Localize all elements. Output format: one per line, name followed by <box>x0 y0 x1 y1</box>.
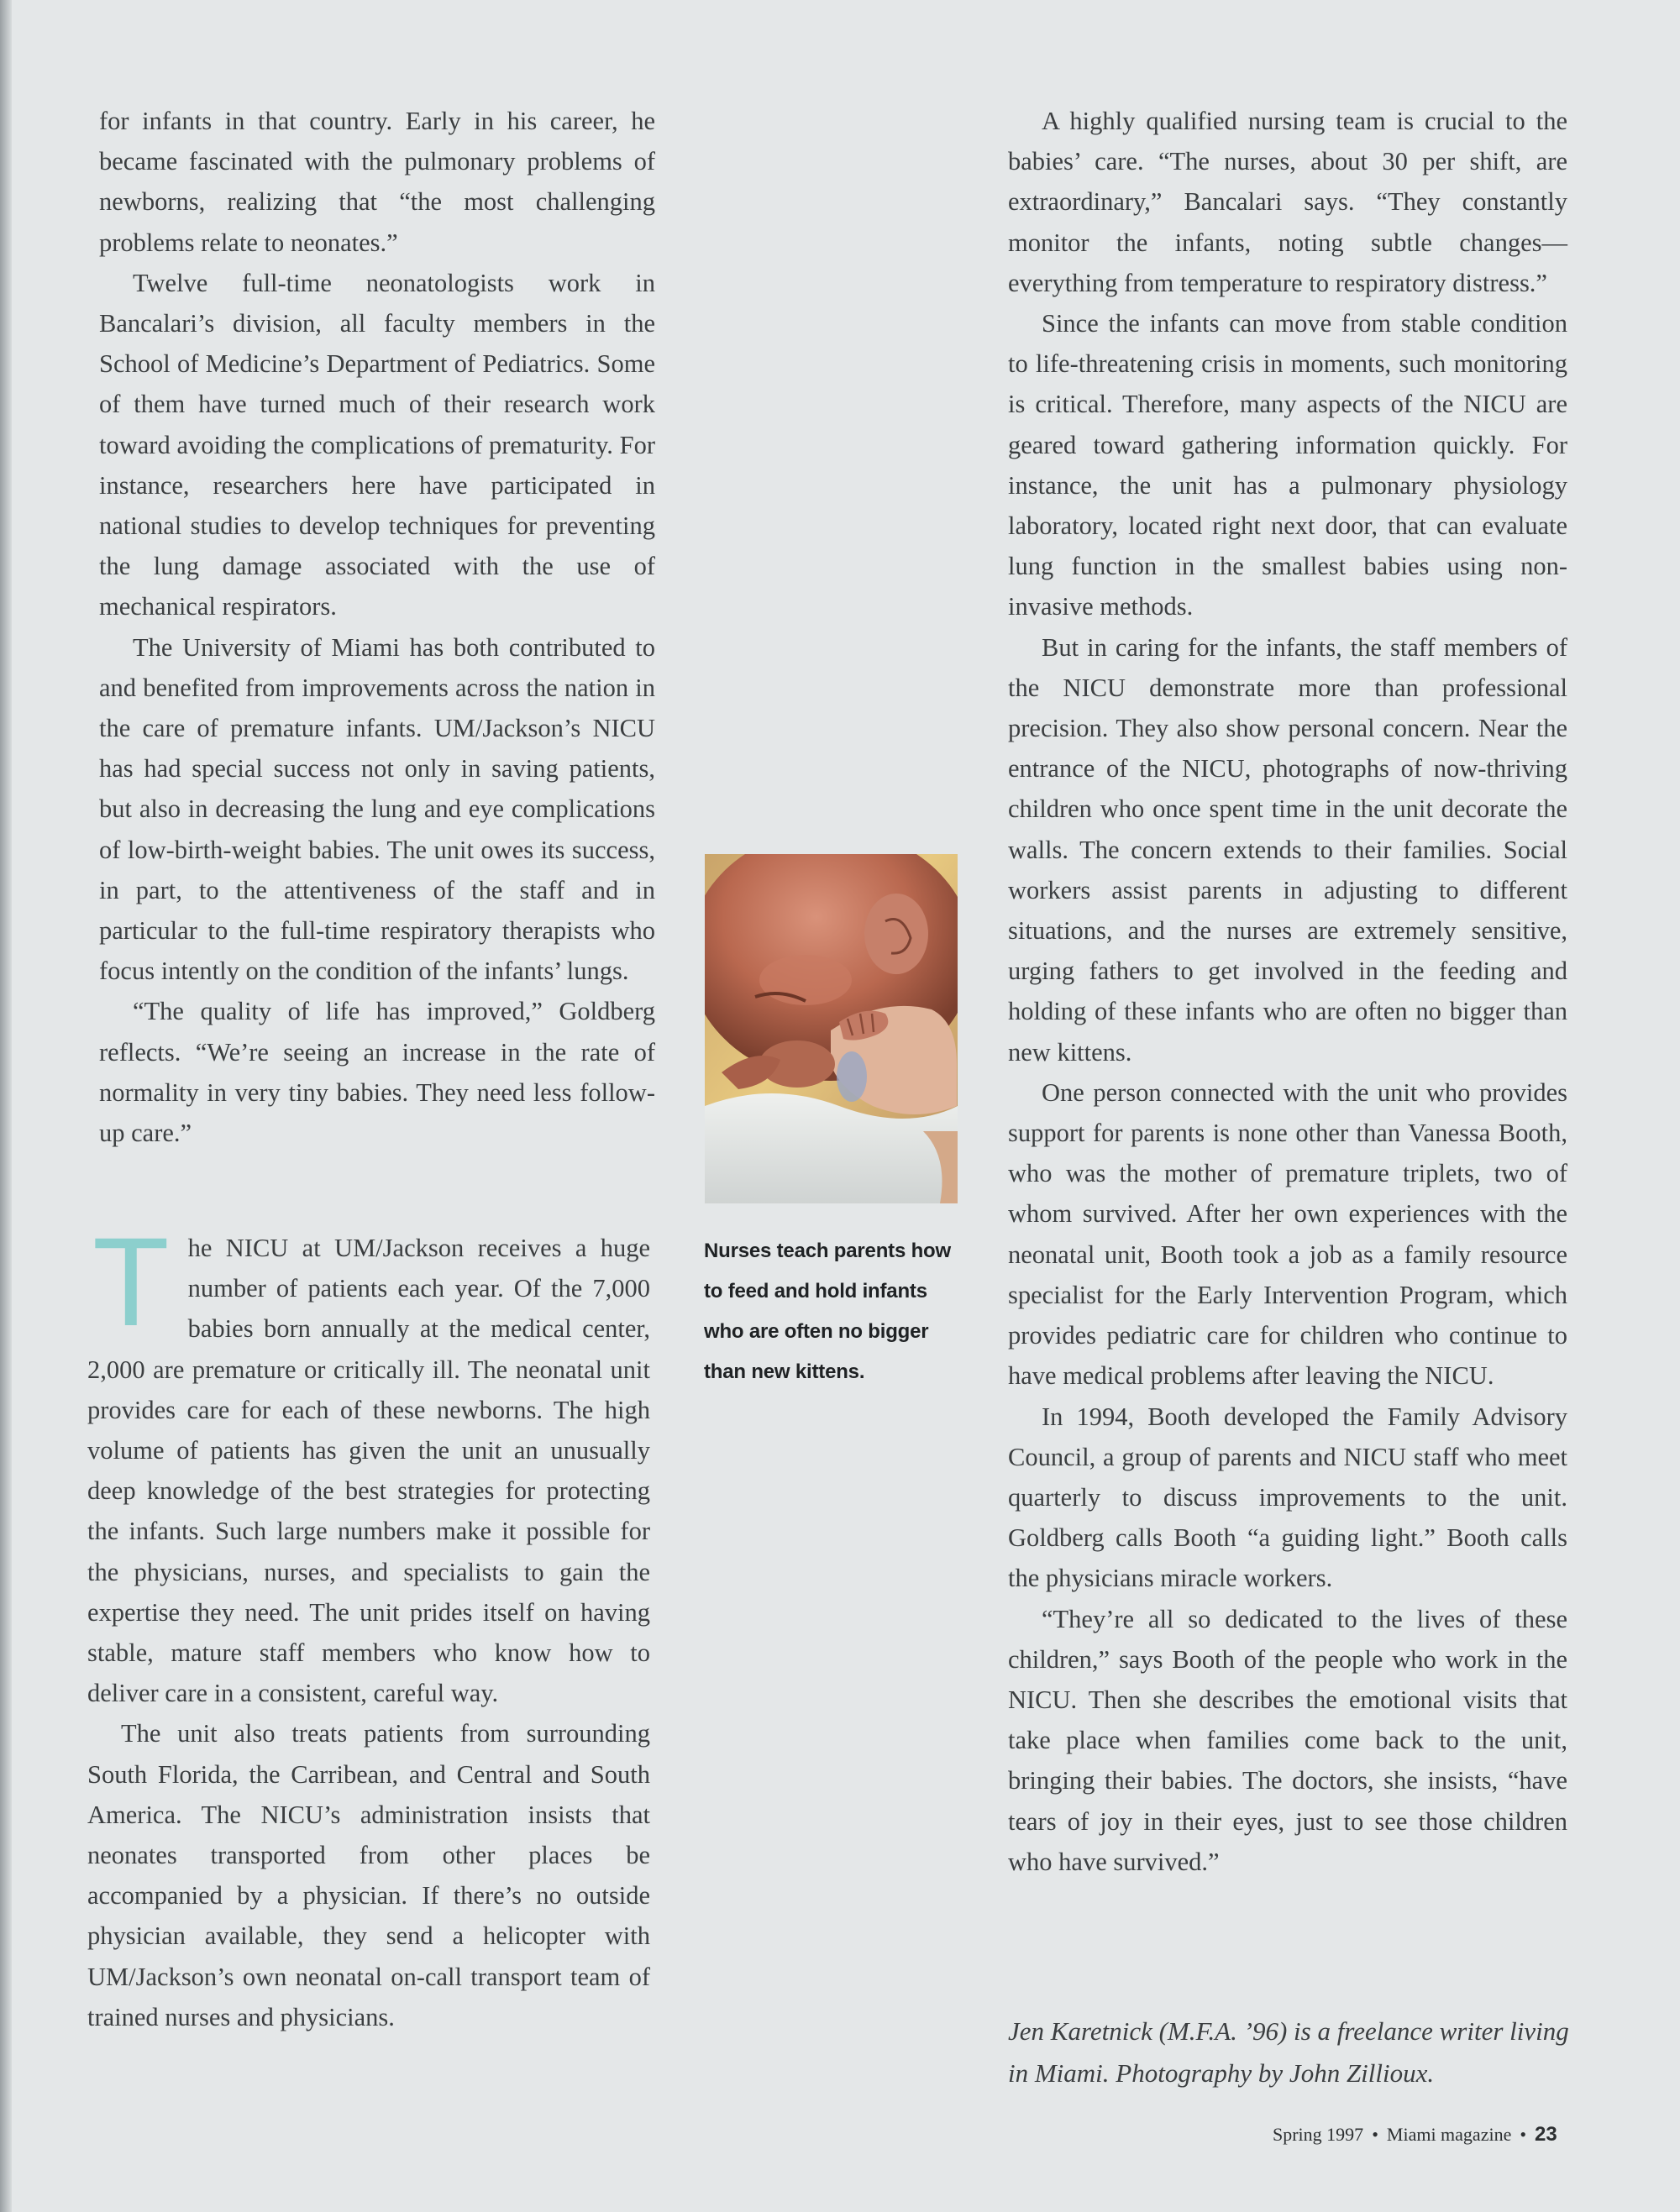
paragraph: “The quality of life has improved,” Goldberg reflects. “We’re seeing an increase in the rate of normality in very tiny babies. They need less follow-up care.” <box>99 997 655 1148</box>
paragraph: for infants in that country. Early in his career, he became fascinated with the pulmonary problems of newborns, realizing that “the most challenging problems relate to neonates.” <box>99 107 655 257</box>
paragraph: In 1994, Booth developed the Family Advisory Council, a group of parents and NICU staff who meet quarterly to discuss improvements to the unit. Goldberg calls Booth “a guiding light.” Booth calls the physicians miracle workers. <box>1008 1402 1567 1593</box>
article-column-left-bottom <box>87 1211 650 2037</box>
paragraph: “They’re all so dedicated to the lives of these children,” says Booth of the people who work in the NICU. Then she describes the emotional visits that take place when families come back to the unit, bringing their babies. The doctors, she insists, “have tears of joy in their eyes, just to see those children who have survived.” <box>1008 1604 1567 1876</box>
paragraph: The unit also treats patients from surrounding South Florida, the Carribean, and Central and South America. The NICU’s administration insists that neonates transported from other places be accompanied by a physician. If there’s no outside physician available, they send a helicopter with UM/Jackson’s own neonatal on-call transport team of trained nurses and physicians. <box>87 1719 650 2031</box>
paragraph: But in caring for the infants, the staff members of the NICU demonstrate more than professional precision. They also show personal concern. Near the entrance of the NICU, photographs of now-thriving children who once spent time in the unit decorate the walls. The concern extends to their families. Social workers assist parents in adjusting to different situations, and the nurses are extremely sensitive, urging fathers to get involved in the feeding and holding of these infants who are often no bigger than new kittens. <box>1008 632 1567 1067</box>
paragraph: Twelve full-time neonatologists work in Bancalari’s division, all faculty members in the School of Medicine’s Department of Pediatrics. Some of them have turned much of their research work toward avoiding the complications of prematurity. For instance, researchers here have participated in national studies to develop techniques for preventing the lung damage associated with the use of mechanical respirators. <box>99 268 655 621</box>
issue-date: Spring 1997 <box>1273 2124 1364 2145</box>
article-column-left-top <box>99 101 655 1153</box>
footer-separator: • <box>1520 2124 1527 2145</box>
footer-separator: • <box>1372 2124 1378 2145</box>
paragraph: The University of Miami has both contributed to and benefited from improvements across the nation in the care of premature infants. UM/​Jackson’s NICU has had special success not only in saving patients, but also in decreasing the lung and eye complications of low-birth-weight babies. The unit owes its success, in part, to the attentiveness of the staff and in particular to the full-time respiratory therapists who focus intently on the condition of the infants’ lungs. <box>99 632 655 986</box>
page-edge-shadow <box>0 0 12 2212</box>
article-column-right <box>1008 101 1567 1882</box>
paragraph: he NICU at UM/Jackson receives a huge number of patients each year. Of the 7,000 babies born annually at the medical center, 2,000 are premature or critically ill. The neonatal unit provides care for each of these newborns. The high volume of patients has given the unit an unusually deep knowledge of the best strategies for protecting the infants. Such large numbers make it possible for the physicians, nurses, and specialists to gain the expertise they need. The unit prides itself on having stable, mature staff members who know how to deliver care in a consistent, careful way. <box>87 1234 650 1708</box>
page-number: 23 <box>1535 2123 1557 2146</box>
paragraph: One person connected with the unit who provides support for parents is none other than Vanessa Booth, who was the mother of premature triplets, two of whom survived. After her own experiences with the neonatal unit, Booth took a job as a family resource specialist for the Early Intervention Program, which provides pediatric care for children who continue to have medical problems after leaving the NICU. <box>1008 1077 1567 1391</box>
paragraph: A highly qualified nursing team is crucial to the babies’ care. “The nurses, about 30 per shift, are extraordinary,” Bancalari says. “They constantly monitor the infants, noting subtle changes—everything from temperature to respiratory distress.” <box>1008 107 1567 297</box>
author-byline: Jen Karetnick (M.F.A. ’96) is a freelance writer living in Miami. Photography by John Zillioux. <box>1008 2016 1569 2088</box>
paragraph: Since the infants can move from stable condition to life-threatening crisis in moments, such monitoring is critical. Therefore, many aspects of the NICU are geared toward gathering information quickly. For instance, the unit has a pulmonary physiology laboratory, located right next door, that can evaluate lung function in the smallest babies using non-invasive methods. <box>1008 309 1567 621</box>
magazine-name: Miami magazine <box>1386 2124 1512 2145</box>
photo-caption: Nurses teach parents how to feed and hold infants who are often no bigger than new kittens. <box>704 1240 951 1383</box>
infant-photo <box>705 854 958 1203</box>
page-footer <box>1273 2123 1575 2146</box>
drop-cap: T <box>92 1211 170 1352</box>
